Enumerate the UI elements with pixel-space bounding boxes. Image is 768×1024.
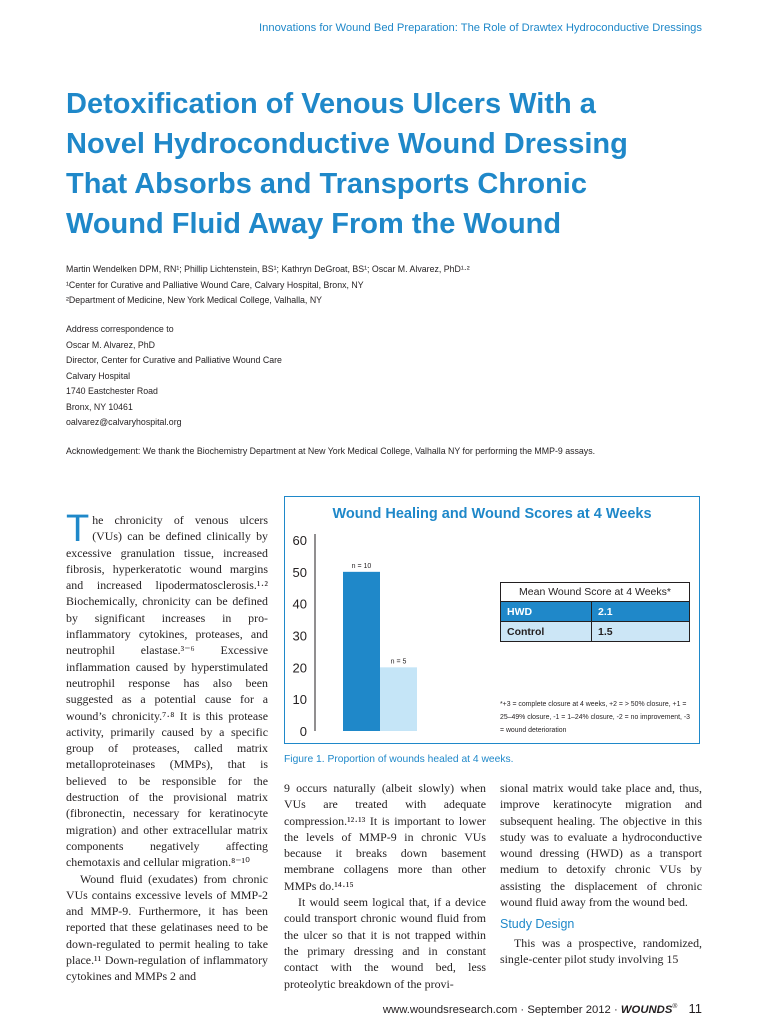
acknowledgement: Acknowledgement: We thank the Biochemistry Department at New York Medical College, Valhalla NY for performing the MMP-9 assays.: [66, 446, 596, 456]
title-line: Wound Fluid Away From the Wound: [66, 208, 562, 240]
paragraph: Wound fluid (exudates) from chronic VUs contains excessive levels of MMP-2 and MMP-9. Furthermore, it has been reported that these gelatinases need to be down-regulated to permit healing to take place.¹¹ Down-regulation of inflammatory cytokines and MMPs 2 and: [66, 871, 268, 984]
chart-title: Wound Healing and Wound Scores at 4 Weeks: [332, 506, 652, 522]
table-cell-label: HWD: [501, 602, 592, 622]
bar-control: [380, 667, 417, 731]
paragraph: It would seem logical that, if a device could transport chronic wound fluid from the ulcer so that it is not trapped within the primary dressing and in constant contact with the wound bed, less proteolytic breakdown of the provi-: [284, 895, 486, 991]
table-row: [501, 602, 690, 622]
author-names: Martin Wendelken DPM, RN¹; Phillip Lichtenstein, BS¹; Kathryn DeGroat, BS¹; Oscar M. Alvarez, PhD¹·²: [66, 264, 470, 274]
paragraph: sional matrix would take place and, thus, improve keratinocyte migration and subsequent healing. The objective in this study was to evaluate a hydroconductive wound dressing (HWD) as a transport medium to detoxify chronic VUs by assisting the displacement of chronic wound fluid away from the wound bed.: [500, 781, 702, 910]
bar-hwd: [343, 572, 380, 731]
footer-date: September 2012: [527, 1004, 611, 1016]
running-head: Innovations for Wound Bed Preparation: The Role of Drawtex Hydroconductive Dressings: [259, 22, 702, 34]
paragraph: 9 occurs naturally (albeit slowly) when VUs are treated with adequate compression.¹²·¹³ It is important to lower the levels of MMP-9 in chronic VUs because it breaks down basement membrane collagens more than other MMPs do.¹⁴·¹⁵: [284, 781, 486, 893]
chart-footnote: *+3 = complete closure at 4 weeks, +2 = > 50% closure, +1 = 25–49% closure, -1 = 1–24% closure, -2 = no improvement, -3 = wound deterioration: [500, 701, 690, 734]
figure-caption: Figure 1. Proportion of wounds healed at 4 weeks.: [284, 754, 514, 765]
table-row: [501, 622, 690, 642]
journal-name: WOUNDS: [620, 1004, 673, 1016]
bar-n-label: n = 10: [351, 562, 372, 570]
registered-mark: ®: [672, 1003, 678, 1011]
footer-url[interactable]: www.woundsresearch.com: [382, 1004, 518, 1016]
address-line: Bronx, NY 10461: [66, 401, 133, 412]
drop-cap: T: [66, 508, 90, 550]
y-tick-label: 60: [292, 533, 307, 548]
title-line: That Absorbs and Transports Chronic: [66, 168, 587, 200]
y-tick-label: 20: [292, 660, 307, 676]
y-tick-label: 50: [292, 564, 307, 580]
footer-separator: ·: [520, 1004, 525, 1016]
paragraph: This was a prospective, randomized, single-center pilot study involving 15: [500, 935, 702, 966]
bar-n-label: n = 5: [390, 658, 407, 666]
paragraph-text: he chronicity of venous ulcers (VUs) can be defined clinically by excessive granulation tissue, increased fibrosis, hyperkeratotic wound margins and increased lipodermatosclerosis.¹·² Biochemically, chronicity can be defined by significant increases in pro-inflammatory cytokines, proteases, and neutrophil elastase.³⁻⁶ Excessive inflammation caused by hyperstimulated neutrophil response has also been suggested as a potential cause for a wound’s chronicity.⁷·⁸ It is this protease activity, primarily caused by a specific group of proteases, called matrix metalloproteinases (MMPs), that is believed to be responsible for the destruction of the provisional matrix (fibronectin, necessary for keratinocyte migration) and other extracellular matrix components negatively affecting chemotaxis and cellular migration.⁸⁻¹⁰: [66, 513, 268, 870]
page-footer: [383, 1001, 702, 1016]
body-column-3: [500, 780, 702, 967]
address-line: Oscar M. Alvarez, PhD: [66, 339, 155, 350]
address-line: Calvary Hospital: [66, 370, 131, 381]
body-column-2: [284, 780, 486, 992]
y-tick-label: 30: [292, 628, 307, 644]
affiliation-2: ²Department of Medicine, New York Medical College, Valhalla, NY: [66, 295, 323, 305]
table-cell-label: Control: [501, 622, 592, 642]
table-header: Mean Wound Score at 4 Weeks*: [501, 583, 690, 602]
address-line: 1740 Eastchester Road: [66, 386, 158, 396]
title-line: Detoxification of Venous Ulcers With a: [66, 88, 596, 120]
footer-separator: ·: [613, 1004, 618, 1016]
address-line: Address correspondence to: [66, 324, 174, 334]
table-cell-value: 2.1: [592, 602, 690, 622]
section-heading: Study Design: [500, 917, 575, 932]
title-line: Novel Hydroconductive Wound Dressing: [66, 128, 628, 160]
y-tick-label: 40: [292, 596, 307, 612]
page-number: 11: [688, 1001, 702, 1016]
address-line: Director, Center for Curative and Palliative Wound Care: [66, 355, 282, 365]
y-tick-label: 0: [299, 724, 307, 739]
table-cell-value: 1.5: [592, 622, 690, 642]
y-tick-label: 10: [292, 692, 307, 708]
email-link[interactable]: oalvarez@calvaryhospital.org: [66, 417, 182, 427]
wound-score-table: [500, 582, 690, 642]
affiliation-1: ¹Center for Curative and Palliative Wound Care, Calvary Hospital, Bronx, NY: [66, 279, 364, 290]
